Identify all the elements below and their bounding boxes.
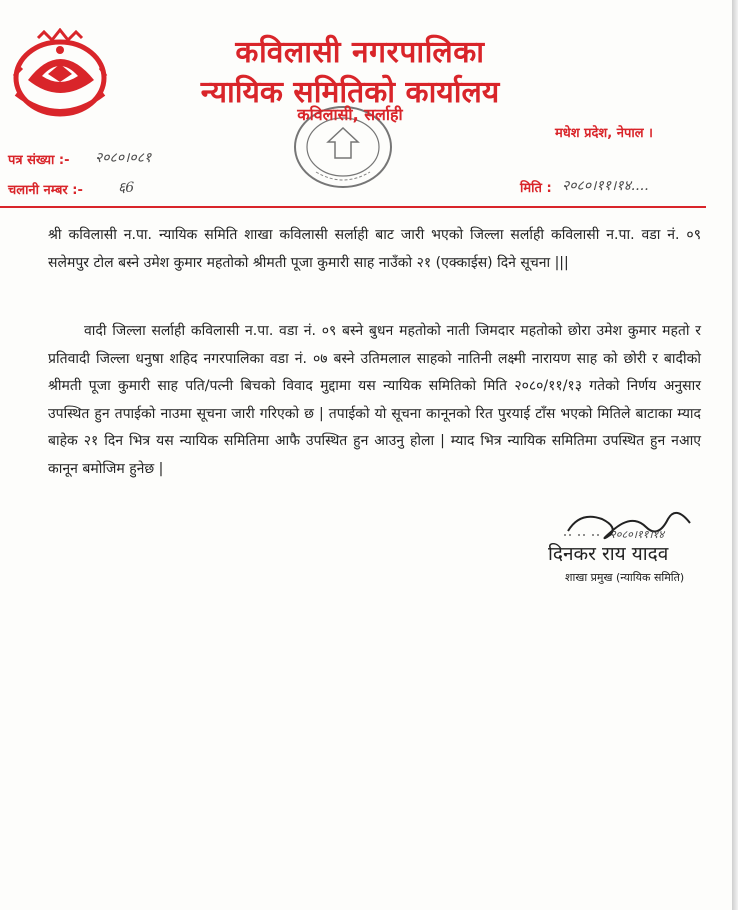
reference-number-value: २०८०।०८१ [95, 150, 152, 166]
signatory-title: शाखा प्रमुख (न्यायिक समिति) [565, 571, 685, 584]
date-label: मिति : [520, 181, 552, 196]
office-subtitle: न्यायिक समितिको कार्यालय [200, 75, 500, 110]
office-name: कविलासी नगरपालिका [235, 35, 485, 70]
date-value: २०८०।११।१४.... [562, 178, 649, 194]
page-edge-shadow [732, 0, 738, 910]
office-location: कविलासी, सर्लाही [297, 105, 403, 124]
signature-date: २०८०।११।१४ [610, 528, 665, 541]
header-divider [0, 206, 706, 208]
notice-heading-paragraph: श्री कविलासी न.पा. न्यायिक समिति शाखा कविलासी सर्लाही बाट जारी भएको जिल्ला सर्लाही कविलासी न.पा. वडा नं. ०९ सलेमपुर टोल बस्ने उमेश कुमार महतोको श्रीमती पूजा कुमारी साह नाउँको २१ (एक्काईस) दिने सूचना ||| [48, 227, 701, 271]
province-label: मधेश प्रदेश, नेपाल । [555, 126, 653, 141]
dispatch-number-value: ६6 [118, 180, 135, 196]
signatory-name: दिनकर राय यादव [548, 543, 669, 565]
reference-number-label: पत्र संख्या :- [8, 153, 70, 168]
notice-body-paragraph: वादी जिल्ला सर्लाही कविलासी न.पा. वडा नं. ०९ बस्ने बुधन महतोको नाती जिमदार महतोको छोरा उमेश कुमार महतो र प्रतिवादी जिल्ला धनुषा शहिद नगरपालिका वडा नं. ०७ बस्ने उतिमलाल साहको नातिनी लक्ष्मी नारायण साह को छोरी र बादीको श्रीमती पूजा कुमारी साह पति/पत्नी बिचको विवाद मुद्दामा यस न्यायिक समितिको मिति २०८०/११/१३ गतेको निर्णय अनुसार उपस्थित हुन तपाईको नाउमा सूचना जारी गरिएको छ | तपाईको यो सूचना कानूनको रित पुरयाई टाँस भएको मितिले बाटाका म्याद बाहेक २१ दिन भित्र यस न्यायिक समितिमा आफै उपस्थित हुन आउनु होला | म्याद भित्र न्यायिक समितिमा उपस्थित हुन नआए कानून बमोजिम हुनेछ | [48, 323, 701, 477]
nepal-emblem-icon [8, 28, 110, 118]
dispatch-number-label: चलानी नम्बर :- [8, 183, 83, 198]
